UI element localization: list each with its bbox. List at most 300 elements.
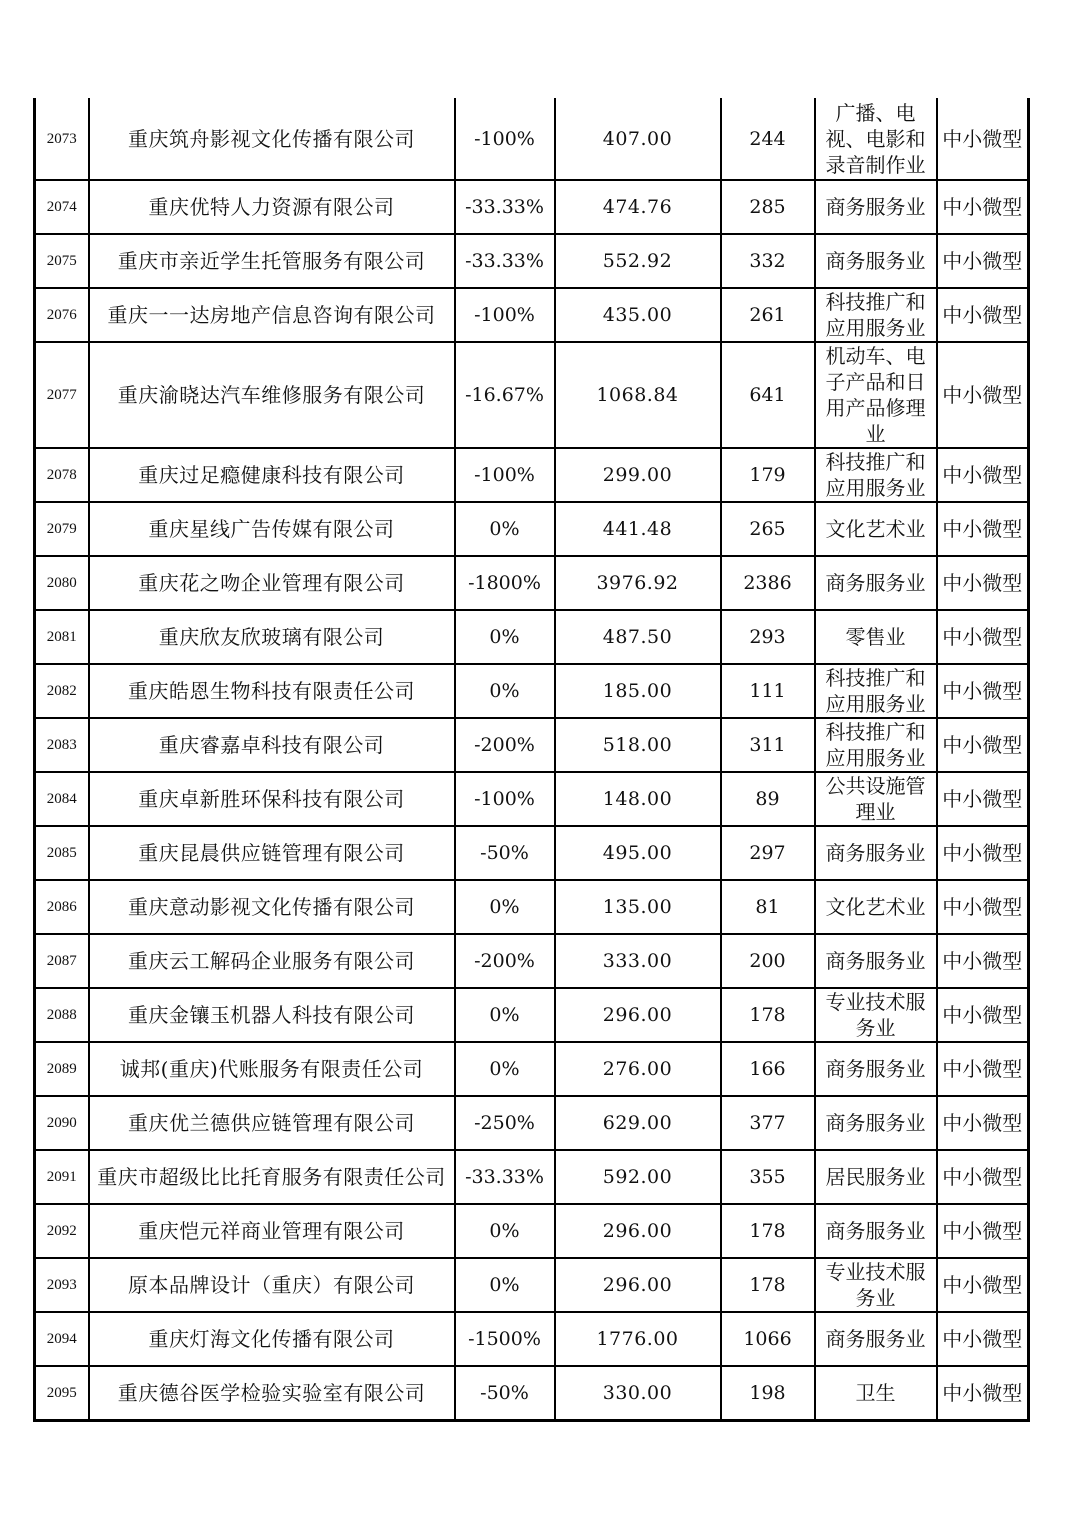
row-number-cell-text: 2088	[46, 1007, 77, 1023]
enterprise-type-cell	[937, 1312, 1029, 1366]
rate-cell	[455, 664, 555, 718]
company-name-cell	[89, 288, 455, 342]
count-cell	[721, 180, 815, 234]
enterprise-type-cell-text: 中小微型	[942, 126, 1023, 151]
rate-cell	[455, 98, 555, 180]
company-name-cell-text: 重庆优兰德供应链管理有限公司	[128, 1111, 415, 1135]
row-number-cell	[35, 98, 89, 180]
row-number-cell-text: 2081	[46, 629, 77, 645]
enterprise-type-cell-text: 中小微型	[942, 949, 1023, 973]
industry-cell	[815, 288, 937, 342]
count-cell-text: 311	[749, 734, 786, 756]
rate-cell	[455, 610, 555, 664]
row-number-cell-text: 2077	[46, 387, 77, 403]
count-cell	[721, 988, 815, 1042]
rate-cell	[455, 826, 555, 880]
table-row	[35, 1150, 1029, 1204]
count-cell	[721, 1042, 815, 1096]
company-name-cell	[89, 718, 455, 772]
company-name-cell-text: 重庆德谷医学检验实验室有限公司	[117, 1380, 426, 1405]
amount-cell	[555, 610, 721, 664]
rate-cell	[455, 934, 555, 988]
company-name-cell	[89, 342, 455, 448]
amount-cell-text: 552.92	[602, 250, 673, 272]
industry-cell-text: 科技推广和应用服务业	[825, 666, 926, 716]
row-number-cell-text: 2087	[46, 953, 77, 969]
enterprise-table	[33, 98, 1030, 1422]
amount-cell	[555, 826, 721, 880]
count-cell	[721, 610, 815, 664]
row-number-cell	[35, 988, 89, 1042]
amount-cell-text: 276.00	[602, 1058, 673, 1080]
rate-cell-text: 0%	[489, 680, 520, 702]
amount-cell	[555, 988, 721, 1042]
company-name-cell	[89, 1150, 455, 1204]
row-number-cell	[35, 880, 89, 934]
industry-cell	[815, 1312, 937, 1366]
enterprise-type-cell-text: 中小微型	[942, 1057, 1023, 1081]
row-number-cell-text: 2086	[46, 899, 77, 915]
count-cell-text: 265	[749, 518, 786, 540]
amount-cell-text: 592.00	[602, 1166, 673, 1188]
amount-cell-text: 518.00	[602, 734, 673, 756]
enterprise-type-cell	[937, 934, 1029, 988]
industry-cell	[815, 1204, 937, 1258]
amount-cell	[555, 1096, 721, 1150]
industry-cell	[815, 1096, 937, 1150]
industry-cell	[815, 502, 937, 556]
rate-cell-text: 0%	[489, 1220, 520, 1242]
company-name-cell	[89, 1366, 455, 1420]
row-number-cell	[35, 718, 89, 772]
row-number-cell-text: 2091	[46, 1169, 77, 1185]
amount-cell-text: 441.48	[602, 518, 673, 540]
table-row	[35, 1042, 1029, 1096]
row-number-cell	[35, 664, 89, 718]
amount-cell-text: 330.00	[602, 1381, 673, 1404]
company-name-cell-text: 重庆筑舟影视文化传播有限公司	[128, 126, 415, 151]
amount-cell	[555, 1204, 721, 1258]
row-number-cell	[35, 556, 89, 610]
enterprise-type-cell-text: 中小微型	[942, 841, 1023, 865]
count-cell-text: 641	[749, 384, 786, 406]
rate-cell	[455, 180, 555, 234]
company-name-cell-text: 重庆过足瘾健康科技有限公司	[138, 463, 405, 487]
rate-cell-text: -33.33%	[465, 196, 544, 218]
rate-cell	[455, 1150, 555, 1204]
rate-cell-text: -1500%	[468, 1328, 541, 1350]
count-cell	[721, 880, 815, 934]
company-name-cell	[89, 1096, 455, 1150]
count-cell	[721, 234, 815, 288]
row-number-cell-text: 2074	[46, 199, 77, 215]
row-number-cell-text: 2075	[46, 253, 77, 269]
industry-cell-text: 专业技术服务业	[825, 1260, 926, 1310]
industry-cell-text: 科技推广和应用服务业	[825, 450, 926, 500]
row-number-cell	[35, 826, 89, 880]
industry-cell-text: 卫生	[855, 1380, 896, 1405]
amount-cell	[555, 1042, 721, 1096]
count-cell-text: 332	[749, 250, 786, 272]
enterprise-type-cell	[937, 288, 1029, 342]
industry-cell	[815, 826, 937, 880]
company-name-cell	[89, 556, 455, 610]
rate-cell	[455, 880, 555, 934]
enterprise-type-cell	[937, 664, 1029, 718]
company-name-cell-text: 重庆渝晓达汽车维修服务有限公司	[117, 383, 426, 407]
count-cell-text: 178	[749, 1274, 786, 1296]
count-cell-text: 1066	[743, 1328, 792, 1350]
amount-cell-text: 474.76	[602, 196, 673, 218]
industry-cell-text: 居民服务业	[825, 1165, 926, 1189]
count-cell	[721, 934, 815, 988]
count-cell	[721, 98, 815, 180]
enterprise-type-cell-text: 中小微型	[942, 895, 1023, 919]
enterprise-type-cell	[937, 448, 1029, 502]
row-number-cell-text: 2094	[46, 1331, 77, 1347]
count-cell	[721, 1096, 815, 1150]
company-name-cell	[89, 1042, 455, 1096]
amount-cell	[555, 718, 721, 772]
row-number-cell-text: 2079	[46, 521, 77, 537]
amount-cell-text: 495.00	[602, 842, 673, 864]
count-cell-text: 179	[749, 464, 786, 486]
enterprise-type-cell	[937, 1258, 1029, 1312]
company-name-cell	[89, 934, 455, 988]
enterprise-type-cell-text: 中小微型	[942, 303, 1023, 327]
count-cell	[721, 664, 815, 718]
company-name-cell	[89, 502, 455, 556]
row-number-cell-text: 2084	[46, 791, 77, 807]
rate-cell-text: -33.33%	[465, 1166, 544, 1188]
company-name-cell-text: 重庆皓恩生物科技有限责任公司	[128, 679, 415, 703]
industry-cell-text: 文化艺术业	[825, 517, 926, 541]
enterprise-type-cell-text: 中小微型	[942, 733, 1023, 757]
table-row	[35, 664, 1029, 718]
row-number-cell	[35, 1258, 89, 1312]
amount-cell-text: 487.50	[602, 626, 673, 648]
table-row	[35, 342, 1029, 448]
company-name-cell-text: 重庆市亲近学生托管服务有限公司	[117, 249, 426, 273]
rate-cell-text: -250%	[474, 1112, 535, 1134]
row-number-cell	[35, 772, 89, 826]
table-row	[35, 234, 1029, 288]
enterprise-type-cell	[937, 1204, 1029, 1258]
rate-cell-text: -1800%	[468, 572, 541, 594]
company-name-cell-text: 重庆卓新胜环保科技有限公司	[138, 787, 405, 811]
industry-cell-text: 零售业	[845, 625, 906, 649]
row-number-cell	[35, 1204, 89, 1258]
enterprise-type-cell	[937, 880, 1029, 934]
enterprise-type-cell	[937, 1150, 1029, 1204]
rate-cell	[455, 1258, 555, 1312]
industry-cell	[815, 934, 937, 988]
count-cell-text: 244	[749, 127, 786, 150]
company-name-cell	[89, 448, 455, 502]
rate-cell-text: -200%	[474, 950, 535, 972]
enterprise-type-cell	[937, 502, 1029, 556]
count-cell	[721, 1150, 815, 1204]
industry-cell	[815, 556, 937, 610]
count-cell	[721, 772, 815, 826]
table-row	[35, 610, 1029, 664]
company-name-cell	[89, 880, 455, 934]
enterprise-type-cell	[937, 1366, 1029, 1420]
rate-cell	[455, 988, 555, 1042]
rate-cell	[455, 556, 555, 610]
company-name-cell	[89, 1258, 455, 1312]
table-row	[35, 448, 1029, 502]
row-number-cell-text: 2095	[46, 1384, 77, 1401]
industry-cell-text: 商务服务业	[825, 841, 926, 865]
industry-cell	[815, 98, 937, 180]
rate-cell-text: -50%	[480, 842, 529, 864]
rate-cell-text: 0%	[489, 896, 520, 918]
enterprise-type-cell-text: 中小微型	[942, 1165, 1023, 1189]
company-name-cell-text: 诚邦(重庆)代账服务有限责任公司	[119, 1057, 424, 1081]
enterprise-type-cell-text: 中小微型	[942, 787, 1023, 811]
rate-cell	[455, 1096, 555, 1150]
rate-cell-text: -16.67%	[465, 384, 544, 406]
company-name-cell-text: 重庆优特人力资源有限公司	[148, 195, 395, 219]
industry-cell	[815, 718, 937, 772]
count-cell	[721, 502, 815, 556]
industry-cell	[815, 1042, 937, 1096]
enterprise-type-cell-text: 中小微型	[942, 1380, 1023, 1405]
amount-cell	[555, 342, 721, 448]
industry-cell	[815, 880, 937, 934]
industry-cell-text: 商务服务业	[825, 571, 926, 595]
count-cell	[721, 448, 815, 502]
count-cell	[721, 826, 815, 880]
enterprise-type-cell	[937, 342, 1029, 448]
table-row	[35, 288, 1029, 342]
enterprise-type-cell-text: 中小微型	[942, 195, 1023, 219]
rate-cell-text: 0%	[489, 1004, 520, 1026]
count-cell-text: 81	[755, 896, 780, 918]
enterprise-type-cell-text: 中小微型	[942, 571, 1023, 595]
count-cell-text: 200	[749, 950, 786, 972]
industry-cell	[815, 448, 937, 502]
rate-cell	[455, 1366, 555, 1420]
rate-cell-text: 0%	[489, 626, 520, 648]
enterprise-type-cell	[937, 234, 1029, 288]
amount-cell-text: 185.00	[602, 680, 673, 702]
company-name-cell-text: 重庆星线广告传媒有限公司	[148, 517, 395, 541]
industry-cell-text: 专业技术服务业	[825, 990, 926, 1040]
amount-cell	[555, 664, 721, 718]
company-name-cell-text: 重庆一一达房地产信息咨询有限公司	[107, 303, 436, 327]
rate-cell-text: -100%	[474, 788, 535, 810]
count-cell	[721, 556, 815, 610]
industry-cell	[815, 342, 937, 448]
industry-cell-text: 商务服务业	[825, 1057, 926, 1081]
amount-cell-text: 435.00	[602, 304, 673, 326]
enterprise-type-cell	[937, 1096, 1029, 1150]
table-row	[35, 718, 1029, 772]
rate-cell-text: 0%	[489, 1274, 520, 1296]
enterprise-type-cell-text: 中小微型	[942, 1219, 1023, 1243]
count-cell-text: 261	[749, 304, 786, 326]
enterprise-type-cell-text: 中小微型	[942, 249, 1023, 273]
amount-cell-text: 135.00	[602, 896, 673, 918]
row-number-cell	[35, 234, 89, 288]
amount-cell	[555, 1312, 721, 1366]
industry-cell-text: 商务服务业	[825, 1327, 926, 1351]
amount-cell-text: 1068.84	[596, 384, 679, 406]
industry-cell-text: 商务服务业	[825, 1111, 926, 1135]
rate-cell	[455, 1042, 555, 1096]
company-name-cell-text: 重庆花之吻企业管理有限公司	[138, 571, 405, 595]
amount-cell-text: 333.00	[602, 950, 673, 972]
industry-cell-text: 商务服务业	[825, 195, 926, 219]
rate-cell	[455, 772, 555, 826]
enterprise-type-cell-text: 中小微型	[942, 383, 1023, 407]
row-number-cell-text: 2082	[46, 683, 77, 699]
row-number-cell	[35, 342, 89, 448]
enterprise-type-cell-text: 中小微型	[942, 1003, 1023, 1027]
industry-cell-text: 商务服务业	[825, 1219, 926, 1243]
enterprise-type-cell	[937, 98, 1029, 180]
rate-cell-text: -100%	[474, 127, 535, 150]
company-name-cell	[89, 180, 455, 234]
company-name-cell-text: 重庆欣友欣玻璃有限公司	[158, 625, 385, 649]
amount-cell	[555, 1366, 721, 1420]
company-name-cell-text: 重庆昆晨供应链管理有限公司	[138, 841, 405, 865]
table-row	[35, 1204, 1029, 1258]
table-row	[35, 934, 1029, 988]
row-number-cell	[35, 448, 89, 502]
count-cell-text: 89	[755, 788, 780, 810]
row-number-cell-text: 2083	[46, 737, 77, 753]
company-name-cell-text: 重庆睿嘉卓科技有限公司	[158, 733, 385, 757]
amount-cell-text: 1776.00	[596, 1328, 679, 1350]
industry-cell-text: 机动车、电子产品和日用产品修理业	[825, 344, 926, 446]
table-body	[35, 98, 1029, 1420]
amount-cell-text: 296.00	[602, 1274, 673, 1296]
table-row	[35, 826, 1029, 880]
row-number-cell-text: 2092	[46, 1223, 77, 1239]
rate-cell	[455, 502, 555, 556]
count-cell-text: 293	[749, 626, 786, 648]
rate-cell	[455, 288, 555, 342]
industry-cell	[815, 772, 937, 826]
count-cell-text: 377	[749, 1112, 786, 1134]
rate-cell-text: -33.33%	[465, 250, 544, 272]
row-number-cell	[35, 1042, 89, 1096]
company-name-cell	[89, 98, 455, 180]
company-name-cell	[89, 664, 455, 718]
rate-cell-text: 0%	[489, 518, 520, 540]
industry-cell	[815, 610, 937, 664]
amount-cell	[555, 234, 721, 288]
count-cell	[721, 1204, 815, 1258]
rate-cell	[455, 1204, 555, 1258]
amount-cell-text: 296.00	[602, 1220, 673, 1242]
amount-cell-text: 299.00	[602, 464, 673, 486]
company-name-cell	[89, 1312, 455, 1366]
rate-cell-text: -100%	[474, 464, 535, 486]
enterprise-type-cell-text: 中小微型	[942, 517, 1023, 541]
table-row	[35, 1096, 1029, 1150]
row-number-cell	[35, 610, 89, 664]
enterprise-type-cell-text: 中小微型	[942, 1111, 1023, 1135]
company-name-cell-text: 重庆意动影视文化传播有限公司	[128, 895, 415, 919]
company-name-cell	[89, 826, 455, 880]
table-row	[35, 1366, 1029, 1420]
row-number-cell	[35, 1366, 89, 1420]
enterprise-type-cell-text: 中小微型	[942, 679, 1023, 703]
company-name-cell	[89, 772, 455, 826]
industry-cell-text: 商务服务业	[825, 249, 926, 273]
company-name-cell	[89, 610, 455, 664]
enterprise-type-cell	[937, 988, 1029, 1042]
row-number-cell-text: 2090	[46, 1115, 77, 1131]
amount-cell-text: 629.00	[602, 1112, 673, 1134]
table-row	[35, 880, 1029, 934]
company-name-cell-text: 重庆金镶玉机器人科技有限公司	[128, 1003, 415, 1027]
company-name-cell	[89, 988, 455, 1042]
industry-cell	[815, 988, 937, 1042]
count-cell-text: 2386	[743, 572, 792, 594]
enterprise-type-cell-text: 中小微型	[942, 1327, 1023, 1351]
count-cell-text: 198	[749, 1381, 786, 1404]
company-name-cell-text: 重庆恺元祥商业管理有限公司	[138, 1219, 405, 1243]
company-name-cell	[89, 234, 455, 288]
industry-cell	[815, 1258, 937, 1312]
industry-cell	[815, 234, 937, 288]
amount-cell-text: 407.00	[602, 127, 673, 150]
table-row	[35, 180, 1029, 234]
rate-cell	[455, 342, 555, 448]
enterprise-type-cell	[937, 1042, 1029, 1096]
amount-cell	[555, 1258, 721, 1312]
amount-cell	[555, 98, 721, 180]
table-row	[35, 1312, 1029, 1366]
count-cell	[721, 718, 815, 772]
rate-cell-text: -100%	[474, 304, 535, 326]
table-row	[35, 502, 1029, 556]
count-cell-text: 297	[749, 842, 786, 864]
enterprise-type-cell	[937, 610, 1029, 664]
enterprise-type-cell-text: 中小微型	[942, 1273, 1023, 1297]
row-number-cell-text: 2089	[46, 1061, 77, 1077]
enterprise-type-cell	[937, 772, 1029, 826]
amount-cell	[555, 288, 721, 342]
count-cell-text: 111	[749, 680, 786, 702]
enterprise-type-cell	[937, 556, 1029, 610]
row-number-cell	[35, 288, 89, 342]
amount-cell	[555, 502, 721, 556]
row-number-cell-text: 2085	[46, 845, 77, 861]
row-number-cell	[35, 934, 89, 988]
count-cell-text: 178	[749, 1004, 786, 1026]
company-name-cell-text: 重庆市超级比比托育服务有限责任公司	[97, 1165, 446, 1189]
table-row	[35, 772, 1029, 826]
amount-cell	[555, 556, 721, 610]
row-number-cell	[35, 180, 89, 234]
industry-cell-text: 科技推广和应用服务业	[825, 720, 926, 770]
amount-cell	[555, 1150, 721, 1204]
row-number-cell-text: 2093	[46, 1277, 77, 1293]
industry-cell-text: 文化艺术业	[825, 895, 926, 919]
count-cell	[721, 288, 815, 342]
row-number-cell	[35, 502, 89, 556]
company-name-cell-text: 重庆灯海文化传播有限公司	[148, 1327, 395, 1351]
row-number-cell	[35, 1312, 89, 1366]
rate-cell-text: -50%	[480, 1381, 529, 1404]
amount-cell	[555, 880, 721, 934]
